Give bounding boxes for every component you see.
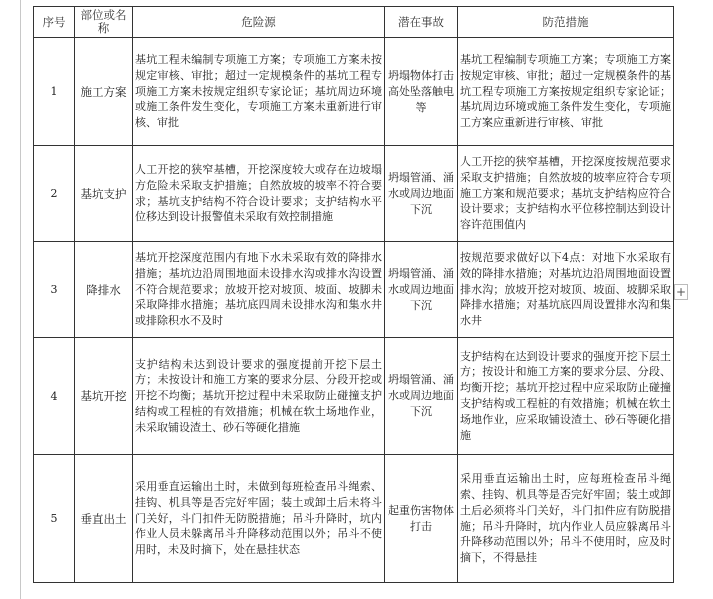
cell-no: 4 (34, 338, 75, 455)
header-hazard: 危险源 (133, 7, 385, 38)
cell-measure: 人工开挖的狭窄基槽，开挖深度按规范要求采取支护措施；自然放坡的坡率应符合专项施工方案和规范要求；基坑支护结构应符合设计要求；支护结构水平位移控制达到设计容许范围值内 (458, 146, 674, 242)
cell-no: 2 (34, 146, 75, 242)
header-row (34, 7, 674, 38)
cell-hazard: 采用垂直运输出土时，未做到每班检查吊斗绳索、挂钩、机具等是否完好牢固；装土或卸土后未将斗门关好，斗门扣件无防脱措施；吊斗升降时，坑内作业人员未躲离吊斗升降移动范围以外；吊斗不使用时，未及时摘下，处在悬挂状态 (133, 455, 385, 583)
cell-no: 5 (34, 455, 75, 583)
page-edge-line (20, 0, 21, 599)
header-measure: 防范措施 (458, 7, 674, 38)
add-row-button[interactable]: + (675, 285, 687, 299)
cell-measure: 按规范要求做好以下4点：对地下水采取有效的降排水措施；对基坑边沿周围地面设置排水沟；放坡开挖对坡顶、坡面、坡脚采取降排水措施；对基坑底四周设置排水沟和集水井 (458, 242, 674, 338)
table-row (34, 455, 674, 583)
cell-no: 3 (34, 242, 75, 338)
hazard-table (33, 6, 674, 583)
cell-part: 垂直出土 (75, 455, 133, 583)
table-row (34, 338, 674, 455)
cell-hazard: 基坑开挖深度范围内有地下水未采取有效的降排水措施；基坑边沿周围地面未设排水沟或排水沟设置不符合规范要求；放坡开挖对坡顶、坡面、坡脚未采取降排水措施；基坑底四周未设排水沟和集水井或排除积水不及时 (133, 242, 385, 338)
table-row (34, 242, 674, 338)
cell-accident: 起重伤害物体打击 (385, 455, 458, 583)
cell-measure: 支护结构在达到设计要求的强度开挖下层土方；按设计和施工方案的要求分层、分段、均衡开挖；基坑开挖过程中应采取防止碰撞支护结构或工程桩的有效措施；机械在软土场地作业，应采取铺设渣土、砂石等硬化措施 (458, 338, 674, 455)
cell-part: 基坑支护 (75, 146, 133, 242)
cell-hazard: 人工开挖的狭窄基槽，开挖深度较大或存在边坡塌方危险未采取支护措施；自然放坡的坡率不符合要求；基坑支护结构不符合设计要求；支护结构水平位移达到设计报警值未采取有效控制措施 (133, 146, 385, 242)
cell-part: 施工方案 (75, 38, 133, 146)
cell-accident: 坍塌管涌、涌水或周边地面下沉 (385, 338, 458, 455)
table-row (34, 38, 674, 146)
cell-accident: 坍塌物体打击高处坠落触电等 (385, 38, 458, 146)
cell-measure: 采用垂直运输出土时，应每班检查吊斗绳索、挂钩、机具等是否完好牢固；装土或卸土后必须将斗门关好，斗门扣件应有防脱措施；吊斗升降时，坑内作业人员应躲离吊斗升降移动范围以外；吊斗不使用时，应及时摘下，不得悬挂 (458, 455, 674, 583)
cell-part: 降排水 (75, 242, 133, 338)
cell-hazard: 支护结构未达到设计要求的强度提前开挖下层土方；未按设计和施工方案的要求分层、分段开挖或开挖不均衡；基坑开挖过程中未采取防止碰撞支护结构或工程桩的有效措施；机械在软土场地作业，未采取铺设渣土、砂石等硬化措施 (133, 338, 385, 455)
cell-hazard: 基坑工程未编制专项施工方案；专项施工方案未按规定审核、审批；超过一定规模条件的基坑工程专项施工方案未按规定组织专家论证；基坑周边环境或施工条件发生变化，专项施工方案未重新进行审核、审批 (133, 38, 385, 146)
header-no: 序号 (34, 7, 75, 38)
header-part: 部位或名称 (75, 7, 133, 38)
cell-measure: 基坑工程编制专项施工方案；专项施工方案按规定审核、审批；超过一定规模条件的基坑工程专项施工方案按规定组织专家论证；基坑周边环境或施工条件发生变化，专项施工方案应重新进行审核、审批 (458, 38, 674, 146)
header-accident: 潜在事故 (385, 7, 458, 38)
cell-no: 1 (34, 38, 75, 146)
cell-part: 基坑开挖 (75, 338, 133, 455)
cell-accident: 坍塌管涌、涌水或周边地面下沉 (385, 146, 458, 242)
cell-accident: 坍塌管涌、涌水或周边地面下沉 (385, 242, 458, 338)
table-row (34, 146, 674, 242)
